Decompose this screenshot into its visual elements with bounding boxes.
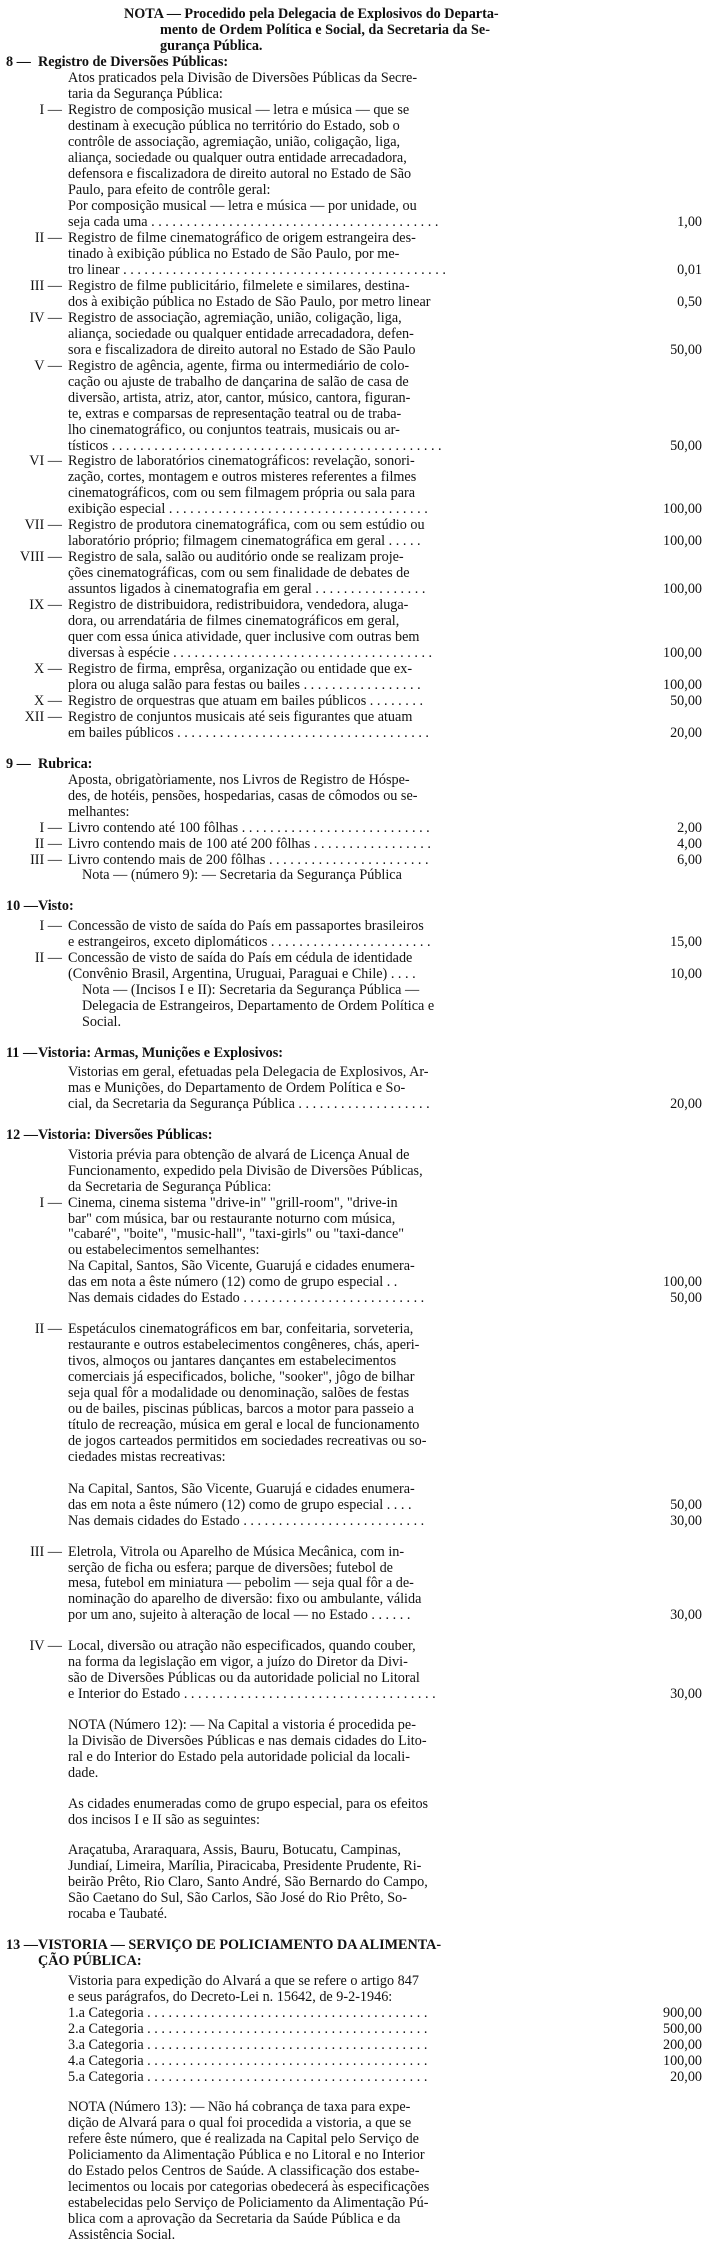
item-line: e estrangeiros, exceto diplomáticos . . . . . . . . . . . . . . . . . . . . . . . — [68, 933, 431, 950]
intro-line: Vistoria para expedição do Alvará a que se refere o artigo 847 — [68, 1972, 419, 1989]
item-line: Eletrola, Vitrola ou Aparelho de Música Mecânica, com in- — [68, 1543, 405, 1560]
section-number: 9 — — [6, 755, 31, 772]
item-line: ou de bailes, piscinas públicas, barcos a motor para passeio a — [68, 1400, 414, 1417]
item-line: "cabaré", "boite", "music-hall", "taxi-girls" ou "taxi-dance" — [68, 1226, 405, 1243]
item-line: destinam à execução pública no território do Estado, sob o — [68, 118, 400, 135]
note-line: Nota — (Incisos I e II): Secretaria da Segurança Pública — — [82, 981, 420, 998]
item-line: Concessão de visto de saída do País em cédula de identidade — [68, 949, 413, 966]
fee-value: 50,00 — [670, 692, 702, 709]
intro-line: des, de hotéis, pensões, hospedarias, casas de cômodos ou se- — [68, 787, 418, 804]
note-line: Delegacia de Estrangeiros, Departamento de Ordem Política e — [82, 997, 435, 1014]
intro-line: melhantes: — [68, 803, 130, 820]
intro-line: e seus parágrafos, do Decreto-Lei n. 15642, de 9-2-1946: — [68, 1988, 393, 2005]
fee-value: 100,00 — [662, 677, 702, 693]
item-line: Espetáculos cinematográficos em bar, confeitaria, sorveteria, — [68, 1321, 414, 1338]
category-line: 3.a Categoria . . . . . . . . . . . . . . . . . . . . . . . . . . . . . . . . . . . . . . . . — [68, 2036, 428, 2053]
item-line: plora ou aluga salão para festas ou bailes . . . . . . . . . . . . . . . . . — [68, 677, 421, 693]
note-line: dade. — [68, 1764, 99, 1781]
section-title: Vistoria: Diversões Públicas: — [38, 1126, 213, 1143]
fee-value: 50,00 — [670, 437, 702, 454]
item-line: quer com essa única atividade, quer inclusive com outras bem — [68, 629, 420, 646]
item-line: Registro de laboratórios cinematográficos: revelação, sonori- — [68, 453, 415, 470]
item-numeral: II — — [34, 835, 62, 852]
item-line: cação ou ajuste de trabalho de dançarina de salão de casa de — [68, 373, 409, 390]
section-title: Vistoria: Armas, Munições e Explosivos: — [38, 1044, 283, 1061]
item-line: Paulo, para efeito de contrôle geral: — [68, 182, 271, 198]
fee-value: 15,00 — [670, 933, 702, 950]
note-line: lecimentos ou locais por categorias obedecerá às especificações — [68, 2179, 430, 2196]
fee-value: 100,00 — [662, 501, 702, 518]
fee-value: 30,00 — [670, 1512, 702, 1529]
item-line: Registro de firma, emprêsa, organização ou entidade que ex- — [68, 661, 413, 677]
item-line: Concessão de visto de saída do País em passaportes brasileiros — [68, 917, 424, 934]
city-line: Araçatuba, Araraquara, Assis, Bauru, Botucatu, Campinas, — [68, 1842, 401, 1859]
item-line: Livro contendo mais de 100 até 200 fôlhas . . . . . . . . . . . . . . . . . — [68, 835, 431, 852]
fee-value: 200,00 — [662, 2036, 702, 2053]
item-line: Registro de sala, salão ou auditório onde se realizam proje- — [68, 549, 404, 566]
intro-line: Funcionamento, expedido pela Divisão de Diversões Públicas, — [68, 1162, 423, 1179]
section-number: 13 — — [6, 1937, 38, 1954]
item-line: bar" com música, bar ou restaurante noturno com música, — [68, 1210, 396, 1227]
item-line: seja cada uma . . . . . . . . . . . . . . . . . . . . . . . . . . . . . . . . . . . . . . . . . — [68, 214, 439, 230]
item-numeral: XII — — [24, 708, 62, 725]
item-line: Cinema, cinema sistema "drive-in" "grill-room", "drive-in — [68, 1194, 398, 1211]
fee-value: 50,00 — [670, 1496, 702, 1513]
item-numeral: IX — — [29, 597, 62, 614]
item-line: na forma da legislação em vigor, a juízo do Diretor da Divi- — [68, 1654, 408, 1671]
top-note-line: gurança Pública. — [160, 38, 263, 55]
item-numeral: X — — [34, 692, 62, 709]
item-line: ou estabelecimentos semelhantes: — [68, 1242, 260, 1259]
fee-value: 100,00 — [662, 645, 702, 661]
item-line: defensora e fiscalizadora de direito autoral no Estado de São — [68, 166, 412, 183]
item-line: tro linear . . . . . . . . . . . . . . . . . . . . . . . . . . . . . . . . . . . . . . . . . . . . . . — [68, 261, 446, 278]
note-line: do Estado pelos Centros de Saúde. A classificação dos estabe- — [68, 2163, 420, 2180]
item-numeral: I — — [39, 102, 62, 119]
item-line: aliança, sociedade ou qualquer outra entidade arrecadadora, — [68, 150, 407, 167]
note-line: refere êste número, que é realizada na Capital pelo Serviço de — [68, 2131, 419, 2148]
item-line: e Interior do Estado . . . . . . . . . . . . . . . . . . . . . . . . . . . . . . . . . . . . — [68, 1686, 436, 1703]
fee-value: 100,00 — [662, 581, 702, 598]
item-line: ciedades mistas recreativas: — [68, 1448, 226, 1465]
item-numeral: IV — — [29, 1638, 62, 1655]
item-line: título de recreação, música em geral e local de funcionamento — [68, 1416, 420, 1433]
item-line: tivos, almoços ou jantares dançantes em estabelecimentos — [68, 1353, 397, 1369]
item-numeral: IV — — [29, 309, 62, 326]
city-line: São Caetano do Sul, São Carlos, São José do Rio Prêto, So- — [68, 1890, 407, 1907]
category-line: 5.a Categoria . . . . . . . . . . . . . . . . . . . . . . . . . . . . . . . . . . . . . . . . — [68, 2068, 428, 2085]
item-line: seja qual fôr a modalidade ou denominação, salões de festas — [68, 1385, 410, 1401]
item-line: Registro de associação, agremiação, união, coligação, liga, — [68, 309, 402, 326]
item-line: são de Diversões Públicas ou da autoridade policial no Litoral — [68, 1670, 420, 1687]
item-line: dora, ou arrendatária de filmes cinematográficos em geral, — [68, 613, 400, 630]
category-line: 2.a Categoria . . . . . . . . . . . . . . . . . . . . . . . . . . . . . . . . . . . . . . . . — [68, 2020, 428, 2037]
city-line: rocaba e Taubaté. — [68, 1906, 168, 1923]
item-line: Livro contendo mais de 200 fôlhas . . . . . . . . . . . . . . . . . . . . . . . — [68, 851, 429, 868]
note-line: NOTA (Número 13): — Não há cobrança de taxa para expe- — [68, 2099, 411, 2116]
fee-value: 0,01 — [677, 261, 702, 278]
item-numeral: VI — — [29, 453, 62, 470]
fee-value: 900,00 — [662, 2004, 702, 2021]
item-line: sora e fiscalizadora de direito autoral no Estado de São Paulo — [68, 341, 416, 358]
note-line: Social. — [82, 1013, 122, 1030]
item-line: Na Capital, Santos, São Vicente, Guarujá e cidades enumera- — [68, 1480, 415, 1497]
fee-value: 1,00 — [677, 214, 702, 230]
intro-line: Vistoria prévia para obtenção de alvará de Licença Anual de — [68, 1146, 410, 1163]
item-line: serção de ficha ou esfera; parque de diversões; futebol de — [68, 1559, 393, 1576]
note-line: NOTA (Número 12): — Na Capital a vistoria é procedida pe- — [68, 1716, 416, 1733]
section-title: ÇÃO PÚBLICA: — [38, 1953, 142, 1969]
section-title: VISTORIA — SERVIÇO DE POLICIAMENTO DA ALIMENTA- — [38, 1937, 442, 1954]
item-line: Na Capital, Santos, São Vicente, Guarujá e cidades enumera- — [68, 1258, 415, 1275]
item-line: restaurante e outros estabelecimentos congêneres, chás, aperi- — [68, 1337, 420, 1354]
item-line: Registro de filme cinematográfico de origem estrangeira des- — [68, 229, 416, 246]
item-numeral: I — — [39, 917, 62, 934]
item-line: zação, cortes, montagem e outros misteres referentes a filmes — [68, 469, 417, 486]
item-line: Local, diversão ou atração não especificados, quando couber, — [68, 1638, 416, 1655]
fee-value: 20,00 — [670, 2068, 702, 2085]
item-numeral: I — — [39, 819, 62, 836]
fee-value: 100,00 — [662, 2052, 702, 2069]
note-line: la Divisão de Diversões Públicas e nas demais cidades do Lito- — [68, 1732, 427, 1749]
top-note-line: mento de Ordem Política e Social, da Secretaria da Se- — [160, 22, 490, 39]
section-number: 12 — — [6, 1126, 38, 1143]
fee-value: 4,00 — [677, 835, 702, 852]
intro-line: da Secretaria de Segurança Pública: — [68, 1178, 272, 1195]
item-numeral: III — — [30, 851, 62, 868]
item-line: diversas à espécie . . . . . . . . . . . . . . . . . . . . . . . . . . . . . . . . . . . . . — [68, 645, 433, 661]
item-line: contrôle de associação, agremiação, união, coligação, liga, — [68, 134, 401, 151]
category-line: 1.a Categoria . . . . . . . . . . . . . . . . . . . . . . . . . . . . . . . . . . . . . . . . — [68, 2004, 428, 2021]
fee-value: 100,00 — [662, 533, 702, 550]
intro-line: cial, da Secretaria da Segurança Pública . . . . . . . . . . . . . . . . . . . — [68, 1096, 430, 1113]
top-note-line: NOTA — Procedido pela Delegacia de Explosivos do Departa- — [124, 6, 499, 23]
item-numeral: V — — [34, 357, 62, 374]
item-line: nominação do aparelho de diversão: fixo ou ambulante, válida — [68, 1591, 422, 1608]
item-line: Registro de filme publicitário, filmelete e similares, destina- — [68, 277, 410, 294]
fee-value: 20,00 — [670, 724, 702, 741]
item-line: aliança, sociedade ou qualquer entidade arrecadadora, defen- — [68, 325, 414, 342]
item-numeral: X — — [34, 661, 62, 677]
section-number: 10 — — [6, 898, 38, 915]
section-title: Rubrica: — [38, 755, 93, 772]
city-line: Jundiaí, Limeira, Marília, Piracicaba, Presidente Prudente, Ri- — [68, 1858, 422, 1875]
item-line: Nas demais cidades do Estado . . . . . . . . . . . . . . . . . . . . . . . . . . — [68, 1512, 425, 1529]
item-line: lho cinematográfico, ou conjuntos teatrais, musicais ou ar- — [68, 421, 400, 438]
fee-value: 50,00 — [670, 341, 702, 358]
item-line: das em nota a êste número (12) como de grupo especial . . . . — [68, 1496, 412, 1513]
item-line: dos à exibição pública no Estado de São Paulo, por metro linear — [68, 293, 431, 310]
section-number: 11 — — [6, 1044, 38, 1061]
fee-value: 0,50 — [677, 293, 702, 310]
item-numeral: II — — [34, 229, 62, 246]
item-line: Registro de conjuntos musicais até seis figurantes que atuam — [68, 708, 413, 725]
category-line: 4.a Categoria . . . . . . . . . . . . . . . . . . . . . . . . . . . . . . . . . . . . . . . . — [68, 2052, 428, 2069]
item-line: assuntos ligados à cinematografia em geral . . . . . . . . . . . . . . . . — [68, 581, 426, 598]
intro-line: Aposta, obrigatòriamente, nos Livros de Registro de Hóspe- — [68, 771, 410, 788]
note-line: Assistência Social. — [68, 2227, 176, 2243]
item-numeral: III — — [30, 277, 62, 294]
note-line: dos incisos I e II são as seguintes: — [68, 1811, 260, 1828]
intro-line: Vistorias em geral, efetuadas pela Delegacia de Explosivos, Ar- — [68, 1064, 429, 1081]
fee-value: 500,00 — [662, 2020, 702, 2037]
item-line: em bailes públicos . . . . . . . . . . . . . . . . . . . . . . . . . . . . . . . . . . . . — [68, 724, 429, 741]
section-title: Visto: — [38, 898, 74, 915]
item-line: tinado à exibição pública no Estado de São Paulo, por me- — [68, 245, 400, 262]
item-numeral: VII — — [24, 517, 62, 534]
item-line: das em nota a êste número (12) como de grupo especial . . — [68, 1274, 398, 1291]
note-line: Nota — (número 9): — Secretaria da Segurança Pública — [82, 867, 402, 884]
fee-value: 50,00 — [670, 1290, 702, 1307]
item-numeral: II — — [34, 949, 62, 966]
item-line: diversão, artista, atriz, ator, cantor, músico, cantora, figuran- — [68, 389, 411, 406]
note-line: blica com a aprovação da Secretaria da Saúde Pública e da — [68, 2211, 401, 2228]
intro-line: taria da Segurança Pública: — [68, 86, 223, 103]
section-title: Registro de Diversões Públicas: — [38, 54, 229, 71]
item-line: Registro de orquestras que atuam em bailes públicos . . . . . . . . — [68, 692, 424, 709]
item-line: Livro contendo até 100 fôlhas . . . . . . . . . . . . . . . . . . . . . . . . . . . — [68, 819, 430, 836]
fee-value: 20,00 — [670, 1096, 702, 1113]
fee-value: 2,00 — [677, 819, 702, 836]
item-numeral: VIII — — [19, 549, 62, 566]
fee-value: 10,00 — [670, 965, 702, 982]
item-line: comerciais já especificados, boliche, "sooker", jôgo de bilhar — [68, 1369, 415, 1385]
note-line: Policiamento da Alimentação Pública e no Litoral e no Interior — [68, 2147, 425, 2164]
item-numeral: I — — [39, 1194, 62, 1211]
city-line: beirão Prêto, Rio Claro, Santo André, São Bernardo do Campo, — [68, 1874, 428, 1891]
item-line: de jogos carteados permitidos em sociedades recreativas ou so- — [68, 1432, 427, 1449]
item-line: laboratório próprio; filmagem cinematográfica em geral . . . . . — [68, 533, 421, 550]
item-line: mesa, futebol em miniatura — pebolim — seja qual fôr a de- — [68, 1575, 414, 1592]
item-line: ções cinematográficas, com ou sem finalidade de debates de — [68, 565, 410, 582]
item-line: exibição especial . . . . . . . . . . . . . . . . . . . . . . . . . . . . . . . . . . . . . — [68, 501, 428, 518]
note-line: dição de Alvará para o qual foi procedida a vistoria, a que se — [68, 2115, 412, 2132]
item-numeral: III — — [30, 1543, 62, 1560]
item-line: Registro de composição musical — letra e música — que se — [68, 102, 410, 119]
item-line: (Convênio Brasil, Argentina, Uruguai, Paraguai e Chile) . . . . — [68, 965, 416, 982]
item-line: Nas demais cidades do Estado . . . . . . . . . . . . . . . . . . . . . . . . . . — [68, 1290, 425, 1307]
fee-value: 100,00 — [662, 1274, 702, 1291]
item-line: te, extras e comparsas de representação teatral ou de traba- — [68, 405, 402, 422]
fee-value: 6,00 — [677, 851, 702, 868]
item-line: tísticos . . . . . . . . . . . . . . . . . . . . . . . . . . . . . . . . . . . . . . . . . . . . . . . — [68, 437, 442, 454]
item-line: Registro de produtora cinematográfica, com ou sem estúdio ou — [68, 517, 425, 534]
note-line: ral e do Interior do Estado pela autoridade policial da locali- — [68, 1748, 410, 1765]
item-line: Registro de agência, agente, firma ou intermediário de colo- — [68, 357, 410, 374]
section-number: 8 — — [6, 54, 31, 71]
fee-value: 30,00 — [670, 1686, 702, 1703]
note-line: estabelecidas pelo Serviço de Policiamento da Alimentação Pú- — [68, 2195, 429, 2212]
item-line: Registro de distribuidora, redistribuidora, vendedora, aluga- — [68, 597, 409, 614]
item-line: por um ano, sujeito à alteração de local — no Estado . . . . . . — [68, 1607, 411, 1624]
fee-value: 30,00 — [670, 1607, 702, 1624]
intro-line: mas e Munições, do Departamento de Ordem Política e So- — [68, 1080, 406, 1097]
note-line: As cidades enumeradas como de grupo especial, para os efeitos — [68, 1795, 429, 1812]
item-line: cinematográficos, com ou sem filmagem própria ou sala para — [68, 485, 416, 502]
intro-line: Atos praticados pela Divisão de Diversões Públicas da Secre- — [68, 70, 418, 87]
item-line: Por composição musical — letra e música — por unidade, ou — [68, 198, 417, 214]
item-numeral: II — — [34, 1321, 62, 1338]
